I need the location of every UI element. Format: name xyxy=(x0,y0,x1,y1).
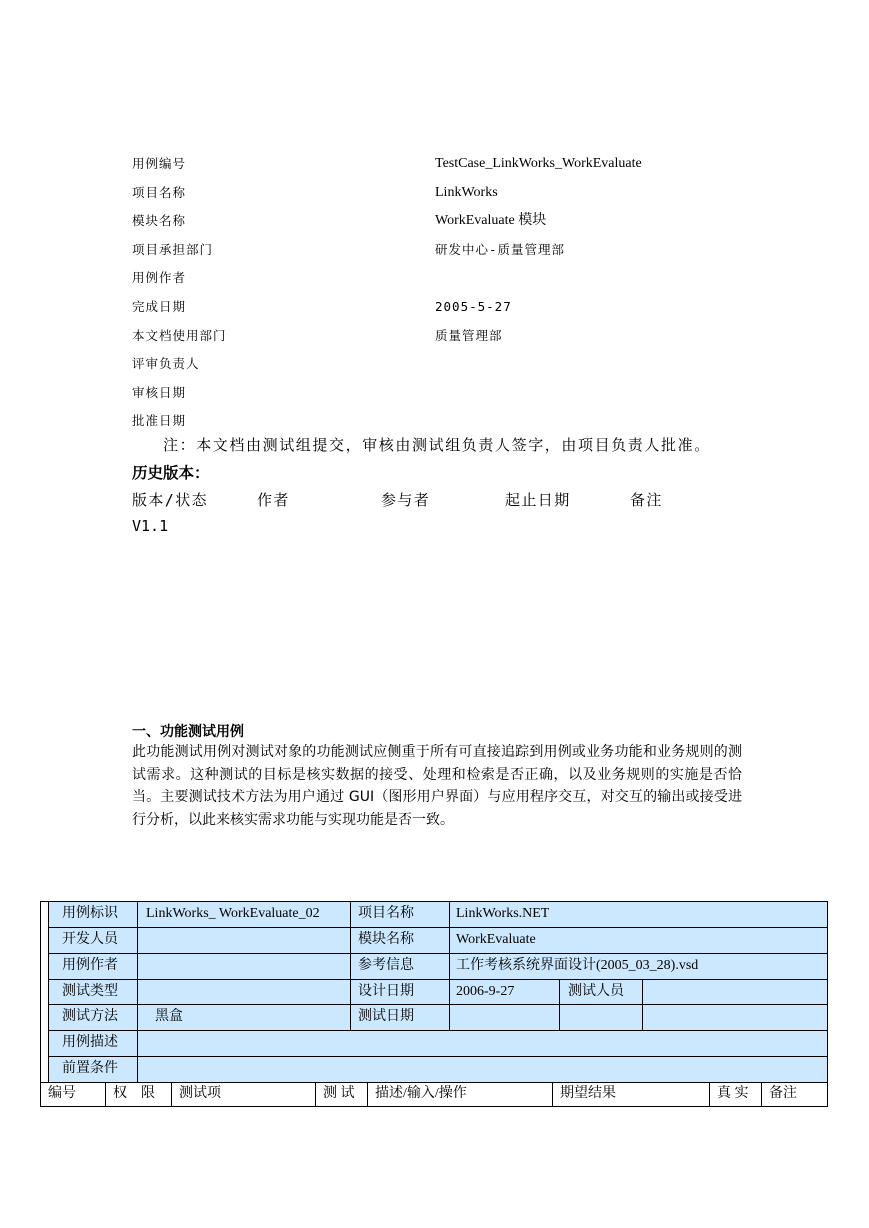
info-row xyxy=(132,407,772,436)
test-type-label: 测试类型 xyxy=(62,984,118,999)
table-border xyxy=(48,901,49,1082)
table-border xyxy=(171,1082,172,1107)
info-value: 质量管理部 xyxy=(435,327,503,343)
table-border xyxy=(48,1004,828,1005)
project-name-value: LinkWorks.NET xyxy=(456,906,550,921)
column-header-number: 编号 xyxy=(48,1086,76,1101)
case-author-label: 用例作者 xyxy=(62,958,118,973)
info-value: 研发中心-质量管理部 xyxy=(435,241,566,257)
info-value: LinkWorks xyxy=(435,184,498,200)
test-method-label: 测试方法 xyxy=(62,1009,118,1024)
info-row xyxy=(132,236,772,265)
table-border xyxy=(552,1082,553,1107)
table-border xyxy=(48,979,828,980)
precondition-label: 前置条件 xyxy=(62,1061,118,1076)
history-header-cell: 作者 xyxy=(257,491,290,509)
module-name-label: 模块名称 xyxy=(358,932,414,947)
info-label: 项目承担部门 xyxy=(132,241,214,257)
table-border xyxy=(40,901,828,902)
column-header-test-item: 测试项 xyxy=(179,1086,221,1101)
section-body: 此功能测试用例对测试对象的功能测试应侧重于所有可直接追踪到用例或业务功能和业务规则的测试需求。这种测试的目标是核实数据的接受、处理和检索是否正确，以及业务规则的实施是否恰当。主要测试技术方法为用户通过 GUI（图形用户界面）与应用程序交互，对交互的输出或接受进行分析，以此来核实需求功能与实现功能是否一致。 xyxy=(132,744,742,828)
info-label: 本文档使用部门 xyxy=(132,327,227,343)
table-border xyxy=(559,979,560,1030)
table-border xyxy=(48,953,828,954)
table-border xyxy=(40,901,41,1107)
reference-value: 工作考核系统界面设计(2005_03_28).vsd xyxy=(456,958,699,973)
info-value: WorkEvaluate 模块 xyxy=(435,213,547,229)
info-row xyxy=(132,150,772,179)
column-header-actual: 真 实 xyxy=(717,1086,749,1101)
info-value: TestCase_LinkWorks_WorkEvaluate xyxy=(435,156,642,171)
info-row xyxy=(132,207,772,236)
document-info xyxy=(132,150,772,436)
history-header-cell: 备注 xyxy=(630,491,663,509)
table-border xyxy=(105,1082,106,1107)
case-description-label: 用例描述 xyxy=(62,1035,118,1050)
case-id-label: 用例标识 xyxy=(62,906,118,921)
approval-note: 注：本文档由测试组提交，审核由测试组负责人签字，由项目负责人批准。 xyxy=(163,436,711,454)
tester-label: 测试人员 xyxy=(568,984,624,999)
table-border xyxy=(48,927,828,928)
info-label: 评审负责人 xyxy=(132,356,200,372)
test-case-table xyxy=(40,901,828,1107)
info-label: 用例编号 xyxy=(132,156,187,171)
developer-label: 开发人员 xyxy=(62,932,118,947)
info-value: 2005-5-27 xyxy=(435,298,512,314)
design-date-label: 设计日期 xyxy=(358,984,414,999)
design-date-value: 2006-9-27 xyxy=(456,984,515,999)
history-title: 历史版本： xyxy=(132,463,210,482)
column-header-expected: 期望结果 xyxy=(560,1086,616,1101)
table-border xyxy=(137,901,138,1082)
info-row xyxy=(132,379,772,408)
info-row xyxy=(132,350,772,379)
section-title: 一、功能测试用例 xyxy=(132,724,244,740)
reference-label: 参考信息 xyxy=(358,958,414,973)
table-border xyxy=(449,901,450,1030)
table-border xyxy=(48,1056,828,1057)
history-header-cell: 版本/状态 xyxy=(132,491,209,509)
table-border xyxy=(709,1082,710,1107)
table-border xyxy=(642,979,643,1030)
history-version: V1.1 xyxy=(132,517,169,535)
test-date-label: 测试日期 xyxy=(358,1009,414,1024)
table-border xyxy=(761,1082,762,1107)
history-header-cell: 参与者 xyxy=(381,491,431,509)
table-border xyxy=(827,901,828,1107)
table-fill xyxy=(48,902,828,1082)
table-border xyxy=(315,1082,316,1107)
info-label: 项目名称 xyxy=(132,184,187,200)
info-label: 批准日期 xyxy=(132,413,187,429)
history-header-cell: 起止日期 xyxy=(505,491,571,509)
table-border xyxy=(367,1082,368,1107)
column-header-input: 描述/输入/操作 xyxy=(375,1086,467,1101)
module-name-value: WorkEvaluate xyxy=(456,932,536,947)
column-header-remarks: 备注 xyxy=(769,1086,797,1101)
info-row xyxy=(132,293,772,322)
test-method-value: 黑盒 xyxy=(155,1009,183,1024)
history-row xyxy=(132,517,168,535)
table-border xyxy=(48,1030,828,1031)
info-row xyxy=(132,322,772,351)
case-id-value: LinkWorks_ WorkEvaluate_02 xyxy=(146,906,320,921)
table-border xyxy=(350,901,351,1030)
project-name-label: 项目名称 xyxy=(358,906,414,921)
info-label: 完成日期 xyxy=(132,298,187,314)
column-header-test: 测 试 xyxy=(323,1086,355,1101)
info-row xyxy=(132,264,772,293)
info-label: 模块名称 xyxy=(132,213,187,229)
info-label: 审核日期 xyxy=(132,384,187,400)
column-header-permission: 权 限 xyxy=(113,1086,155,1101)
info-row xyxy=(132,179,772,208)
info-label: 用例作者 xyxy=(132,270,187,286)
